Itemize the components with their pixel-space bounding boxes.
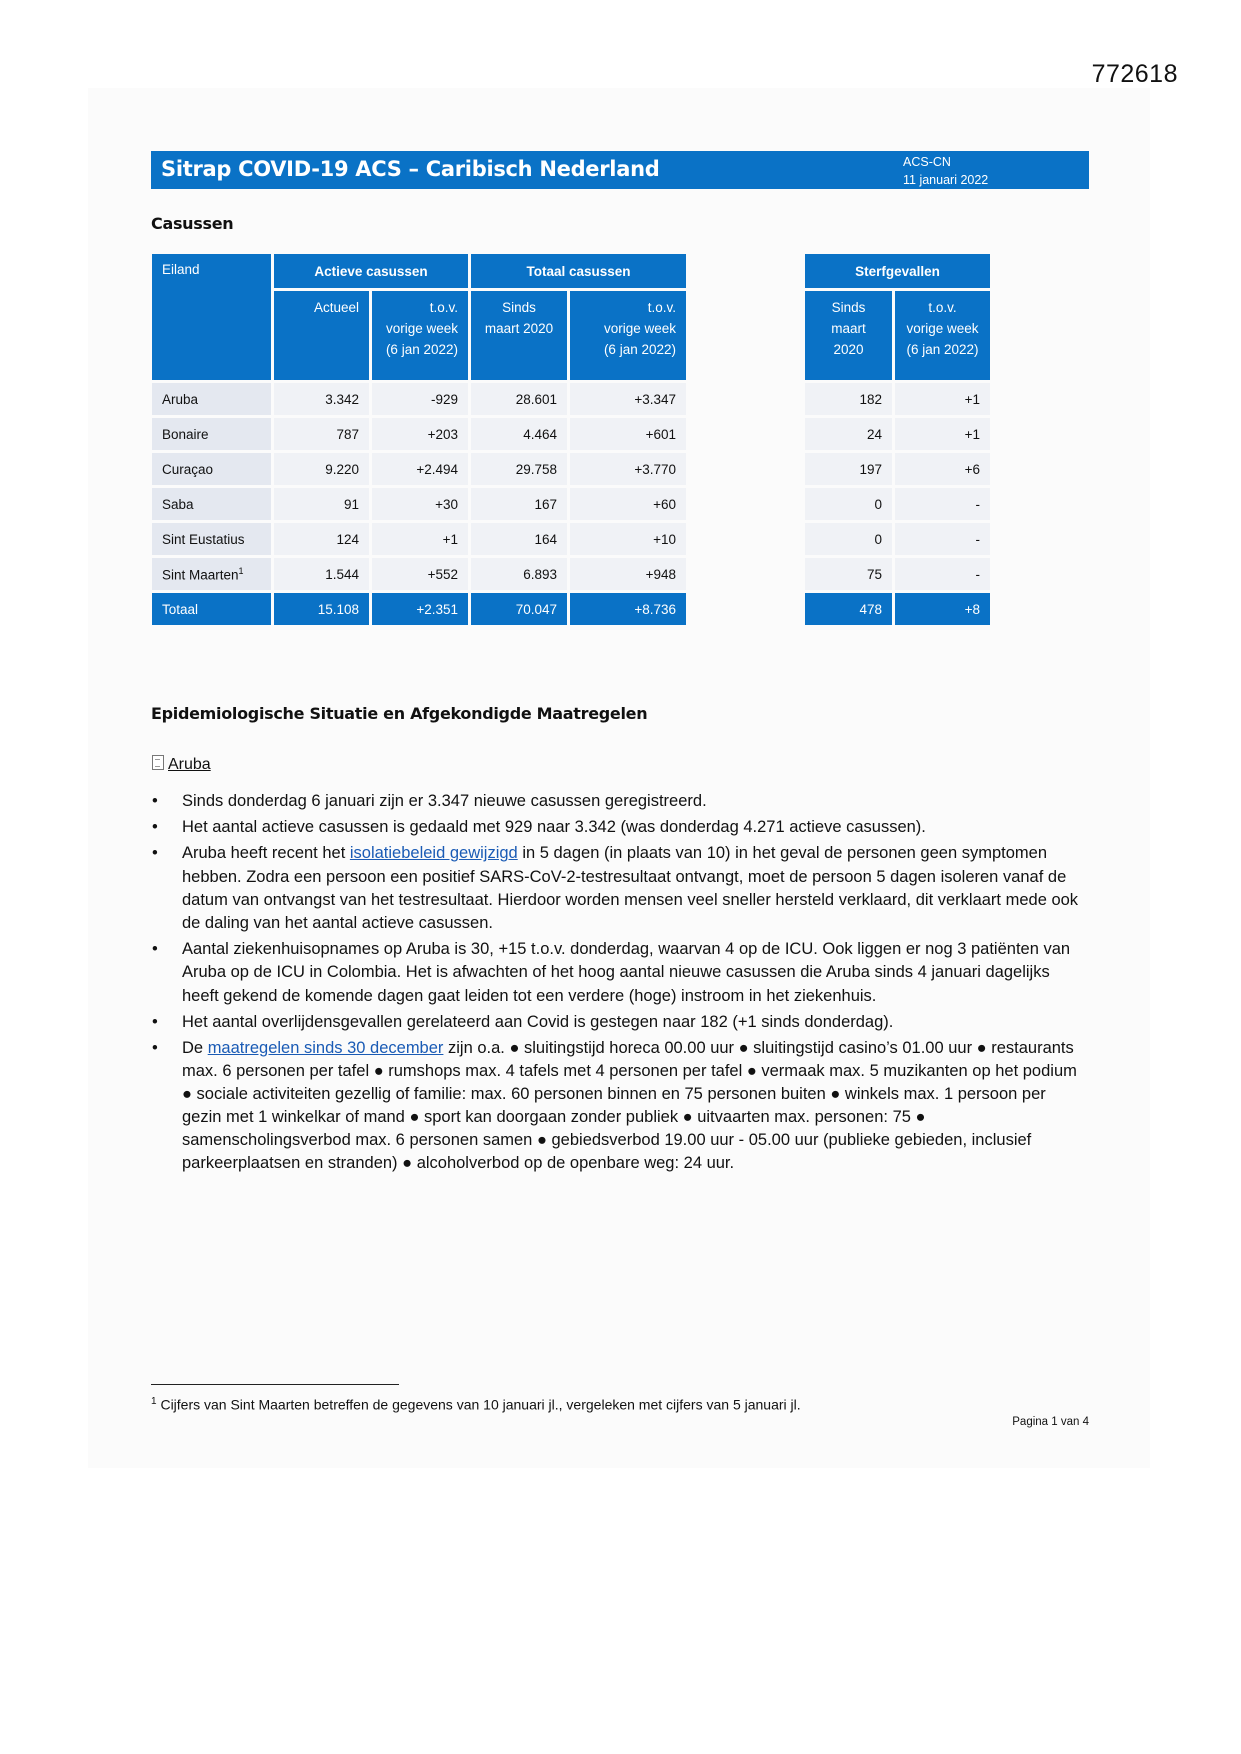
cell-eiland: Curaçao (152, 453, 271, 485)
cell-actueel: 91 (274, 488, 369, 520)
table-row (805, 558, 990, 590)
cell-totaal: 70.047 (471, 593, 567, 625)
cell-eiland: Sint Maarten$^1$ (152, 558, 271, 590)
header-eiland: Eiland (152, 254, 271, 380)
table-row (152, 558, 686, 590)
cell-sterf-tov: - (895, 558, 990, 590)
cases-table (149, 251, 689, 628)
section-title-epi: Epidemiologische Situatie en Afgekondigde Maatregelen (151, 704, 648, 723)
table-row (152, 383, 686, 415)
table-row (805, 488, 990, 520)
header-sterfgevallen: Sterfgevallen (805, 254, 990, 288)
table-row (805, 418, 990, 450)
cell-totaal: 29.758 (471, 453, 567, 485)
cell-sterf: 0 (805, 488, 892, 520)
maatregelen-link[interactable]: maatregelen sinds 30 december (207, 1039, 444, 1058)
report-date: 11 januari 2022 (903, 173, 989, 187)
subheader-tov: t.o.v. vorige week (6 jan 2022) (372, 291, 468, 380)
table-row (805, 523, 990, 555)
cell-actueel-tov: +552 (372, 558, 468, 590)
subheader-sinds: Sinds maart 2020 (471, 291, 567, 380)
footnote-ref: 1 (238, 565, 244, 576)
bullet-glyph: • (152, 844, 158, 863)
cell-sterf: 478 (805, 593, 892, 625)
cell-sterf: 197 (805, 453, 892, 485)
subheader-tov: t.o.v. vorige week (6 jan 2022) (570, 291, 686, 380)
cell-eiland: Bonaire (152, 418, 271, 450)
table-row (152, 488, 686, 520)
bullet-glyph: • (152, 818, 158, 837)
cell-sterf-tov: +1 (895, 383, 990, 415)
list-item: • Aantal ziekenhuisopnames op Aruba is 30, +15 t.o.v. donderdag, waarvan 4 op de ICU. Ook liggen er nog 3 patiënten van Aruba op de ICU in Colombia. Het is afwachten of het hoog aantal nieuwe casussen die Aruba sinds 4 januari dagelijks heeft gekend de komende dagen gaat leiden tot een verdere (hoge) instroom in het ziekenhuis. (152, 940, 1071, 1005)
cell-actueel-tov: +203 (372, 418, 468, 450)
table-row (805, 453, 990, 485)
cell-sterf: 24 (805, 418, 892, 450)
cell-sterf-tov: - (895, 488, 990, 520)
cell-eiland: Aruba (152, 383, 271, 415)
section-title-casussen: Casussen (151, 214, 234, 233)
table-row (152, 418, 686, 450)
cell-sterf: 182 (805, 383, 892, 415)
table-total-row (152, 593, 686, 625)
cell-totaal: 167 (471, 488, 567, 520)
list-item: • Aruba heeft recent het isolatiebeleid gewijzigd in 5 dagen (in plaats van 10) in het geval de personen geen symptomen hebben. Zodra een persoon een positief SARS-CoV-2-testresultaat ontvangt, moet de persoon 5 dagen isoleren vanaf de datum van ontvangst van het testresultaat. Hierdoor worden mensen veel sneller hersteld verklaard, dit verklaart mede ook de daling van het aantal actieve casussen. (152, 844, 1079, 933)
page-number: Pagina 1 van 4 (1012, 1416, 1089, 1428)
cell-eiland: Saba (152, 488, 271, 520)
cell-actueel-tov: +2.351 (372, 593, 468, 625)
cell-actueel-tov: -929 (372, 383, 468, 415)
cell-eiland: Sint Eustatius (152, 523, 271, 555)
cell-actueel: 1.544 (274, 558, 369, 590)
cell-totaal: 28.601 (471, 383, 567, 415)
cell-totaal-tov: +60 (570, 488, 686, 520)
cell-totaal: 6.893 (471, 558, 567, 590)
list-item: • De maatregelen sinds 30 december zijn o.a. ● sluitingstijd horeca 00.00 uur ● sluitingstijd casino’s 01.00 uur ● restaurants max. 6 personen per tafel ● rumshops max. 4 tafels met 4 personen per tafel ● vermaak max. 5 muzikanten op het podium ● sociale activiteiten gezellig of familie: max. 60 personen binnen en 75 personen buiten ● winkels max. 1 persoon per gezin met 1 winkelkar of mand ● sport kan doorgaan zonder publiek ● uitvaarten max. personen: 75 ● samenscholingsverbod max. 6 personen samen ● gebiedsverbod 19.00 uur - 05.00 uur (publieke gebieden, inclusief parkeerplaatsen en stranden) ● alcoholverbod op de openbare weg: 24 uur. (152, 1039, 1077, 1173)
aruba-heading: Aruba (168, 756, 211, 773)
footnote-mark: 1 (151, 1396, 157, 1407)
title-banner (151, 151, 1089, 189)
aruba-bullet-list (152, 790, 1087, 1178)
cell-actueel: 124 (274, 523, 369, 555)
cell-actueel: 787 (274, 418, 369, 450)
cell-totaal-tov: +3.347 (570, 383, 686, 415)
footnote: $^1$ Cijfers van Sint Maarten betreffen de gegevens van 10 januari jl., vergeleken met cijfers van 5 januari jl. (151, 1396, 801, 1413)
header-actieve-casussen: Actieve casussen (274, 254, 468, 288)
cell-totaal-tov: +8.736 (570, 593, 686, 625)
document-number: 772618 (1091, 60, 1178, 88)
table-row (152, 453, 686, 485)
cell-eiland: Totaal (152, 593, 271, 625)
cell-totaal: 164 (471, 523, 567, 555)
cell-actueel-tov: +2.494 (372, 453, 468, 485)
list-item: • Het aantal overlijdensgevallen gerelateerd aan Covid is gestegen naar 182 (+1 sinds donderdag). (152, 1011, 1087, 1034)
bullet-glyph: • (152, 940, 158, 959)
table-total-row (805, 593, 990, 625)
subheader-tov: t.o.v. vorige week (6 jan 2022) (895, 291, 990, 380)
cell-sterf-tov: +6 (895, 453, 990, 485)
cell-totaal-tov: +10 (570, 523, 686, 555)
table-row (805, 383, 990, 415)
document-icon (152, 755, 164, 770)
cell-sterf: 75 (805, 558, 892, 590)
page-title: Sitrap COVID-19 ACS – Caribisch Nederland (161, 157, 660, 181)
cell-totaal-tov: +948 (570, 558, 686, 590)
cell-sterf-tov: +8 (895, 593, 990, 625)
list-item: • Sinds donderdag 6 januari zijn er 3.347 nieuwe casussen geregistreerd. (152, 790, 1087, 813)
isolatiebeleid-link[interactable]: isolatiebeleid gewijzigd (349, 844, 518, 863)
cell-actueel: 9.220 (274, 453, 369, 485)
subheader-sinds: Sinds maart 2020 (805, 291, 892, 380)
bullet-glyph: • (152, 1012, 158, 1031)
cell-totaal-tov: +3.770 (570, 453, 686, 485)
cell-totaal-tov: +601 (570, 418, 686, 450)
cell-actueel: 3.342 (274, 383, 369, 415)
cell-actueel-tov: +30 (372, 488, 468, 520)
header-totaal-casussen: Totaal casussen (471, 254, 686, 288)
footnote-divider (151, 1384, 399, 1385)
cell-sterf-tov: - (895, 523, 990, 555)
bullet-glyph: • (152, 1039, 158, 1058)
subheader-actueel: Actueel (274, 291, 369, 380)
table-row (152, 523, 686, 555)
bullet-glyph: • (152, 792, 158, 810)
org-code: ACS-CN (903, 155, 951, 169)
subsection-aruba (152, 755, 211, 774)
banner-meta (903, 153, 988, 189)
list-item: • Het aantal actieve casussen is gedaald met 929 naar 3.342 (was donderdag 4.271 actieve casussen). (152, 816, 1087, 839)
cell-sterf-tov: +1 (895, 418, 990, 450)
cell-actueel: 15.108 (274, 593, 369, 625)
cell-actueel-tov: +1 (372, 523, 468, 555)
deaths-table (802, 251, 993, 628)
cell-totaal: 4.464 (471, 418, 567, 450)
cell-sterf: 0 (805, 523, 892, 555)
